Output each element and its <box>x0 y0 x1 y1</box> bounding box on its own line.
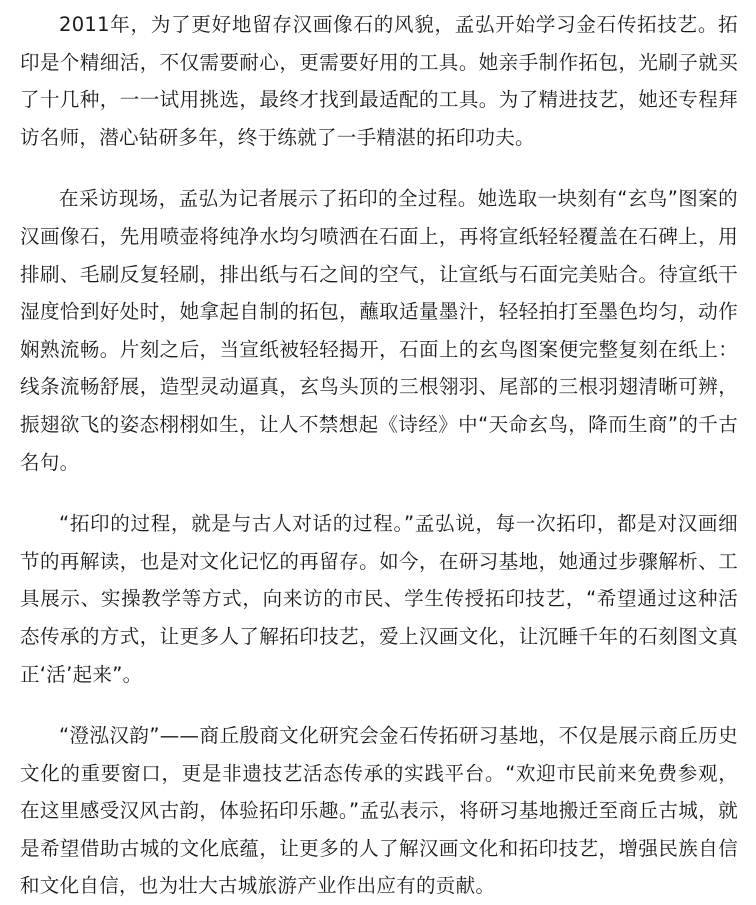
paragraph-3: “拓印的过程，就是与古人对话的过程。”孟弘说，每一次拓印，都是对汉画细节的再解读，也是对文化记忆的再留存。如今，在研习基地，她通过步骤解析、工具展示、实操教学等方式，向来访的市民、学生传授拓印技艺，“希望通过这种活态传承的方式，让更多人了解拓印技艺，爱上汉画文化，让沉睡千年的石刻图文真正‘活’起来”。 <box>20 512 738 686</box>
paragraph-4: “澄泓汉韵”——商丘殷商文化研究会金石传拓研习基地，不仅是展示商丘历史文化的重要窗口，更是非遗技艺活态传承的实践平台。“欢迎市民前来免费参观，在这里感受汉风古韵，体验拓印乐趣。”孟弘表示，将研习基地搬迁至商丘古城，就是希望借助古城的文化底蕴，让更多的人了解汉画文化和拓印技艺，增强民族自信和文化自信，也为壮大古城旅游产业作出应有的贡献。 <box>20 724 738 898</box>
article-body <box>20 6 738 905</box>
paragraph-1: 2011年，为了更好地留存汉画像石的风貌，孟弘开始学习金石传拓技艺。拓印是个精细活，不仅需要耐心，更需要好用的工具。她亲手制作拓包，光刷子就买了十几种，一一试用挑选，最终才找到最适配的工具。为了精进技艺，她还专程拜访名师，潜心钻研多年，终于练就了一手精湛的拓印功夫。 <box>20 13 738 149</box>
paragraph-2: 在采访现场，孟弘为记者展示了拓印的全过程。她选取一块刻有“玄鸟”图案的汉画像石，先用喷壶将纯净水均匀喷洒在石面上，再将宣纸轻轻覆盖在石碑上，用排刷、毛刷反复轻刷，排出纸与石之间的空气，让宣纸与石面完美贴合。待宣纸干湿度恰到好处时，她拿起自制的拓包，蘸取适量墨汁，轻轻拍打至墨色均匀，动作娴熟流畅。片刻之后，当宣纸被轻轻揭开，石面上的玄鸟图案便完整复刻在纸上：线条流畅舒展，造型灵动逼真，玄鸟头顶的三根翎羽、尾部的三根羽翅清晰可辨，振翅欲飞的姿态栩栩如生，让人不禁想起《诗经》中“天命玄鸟，降而生商”的千古名句。 <box>20 187 738 474</box>
